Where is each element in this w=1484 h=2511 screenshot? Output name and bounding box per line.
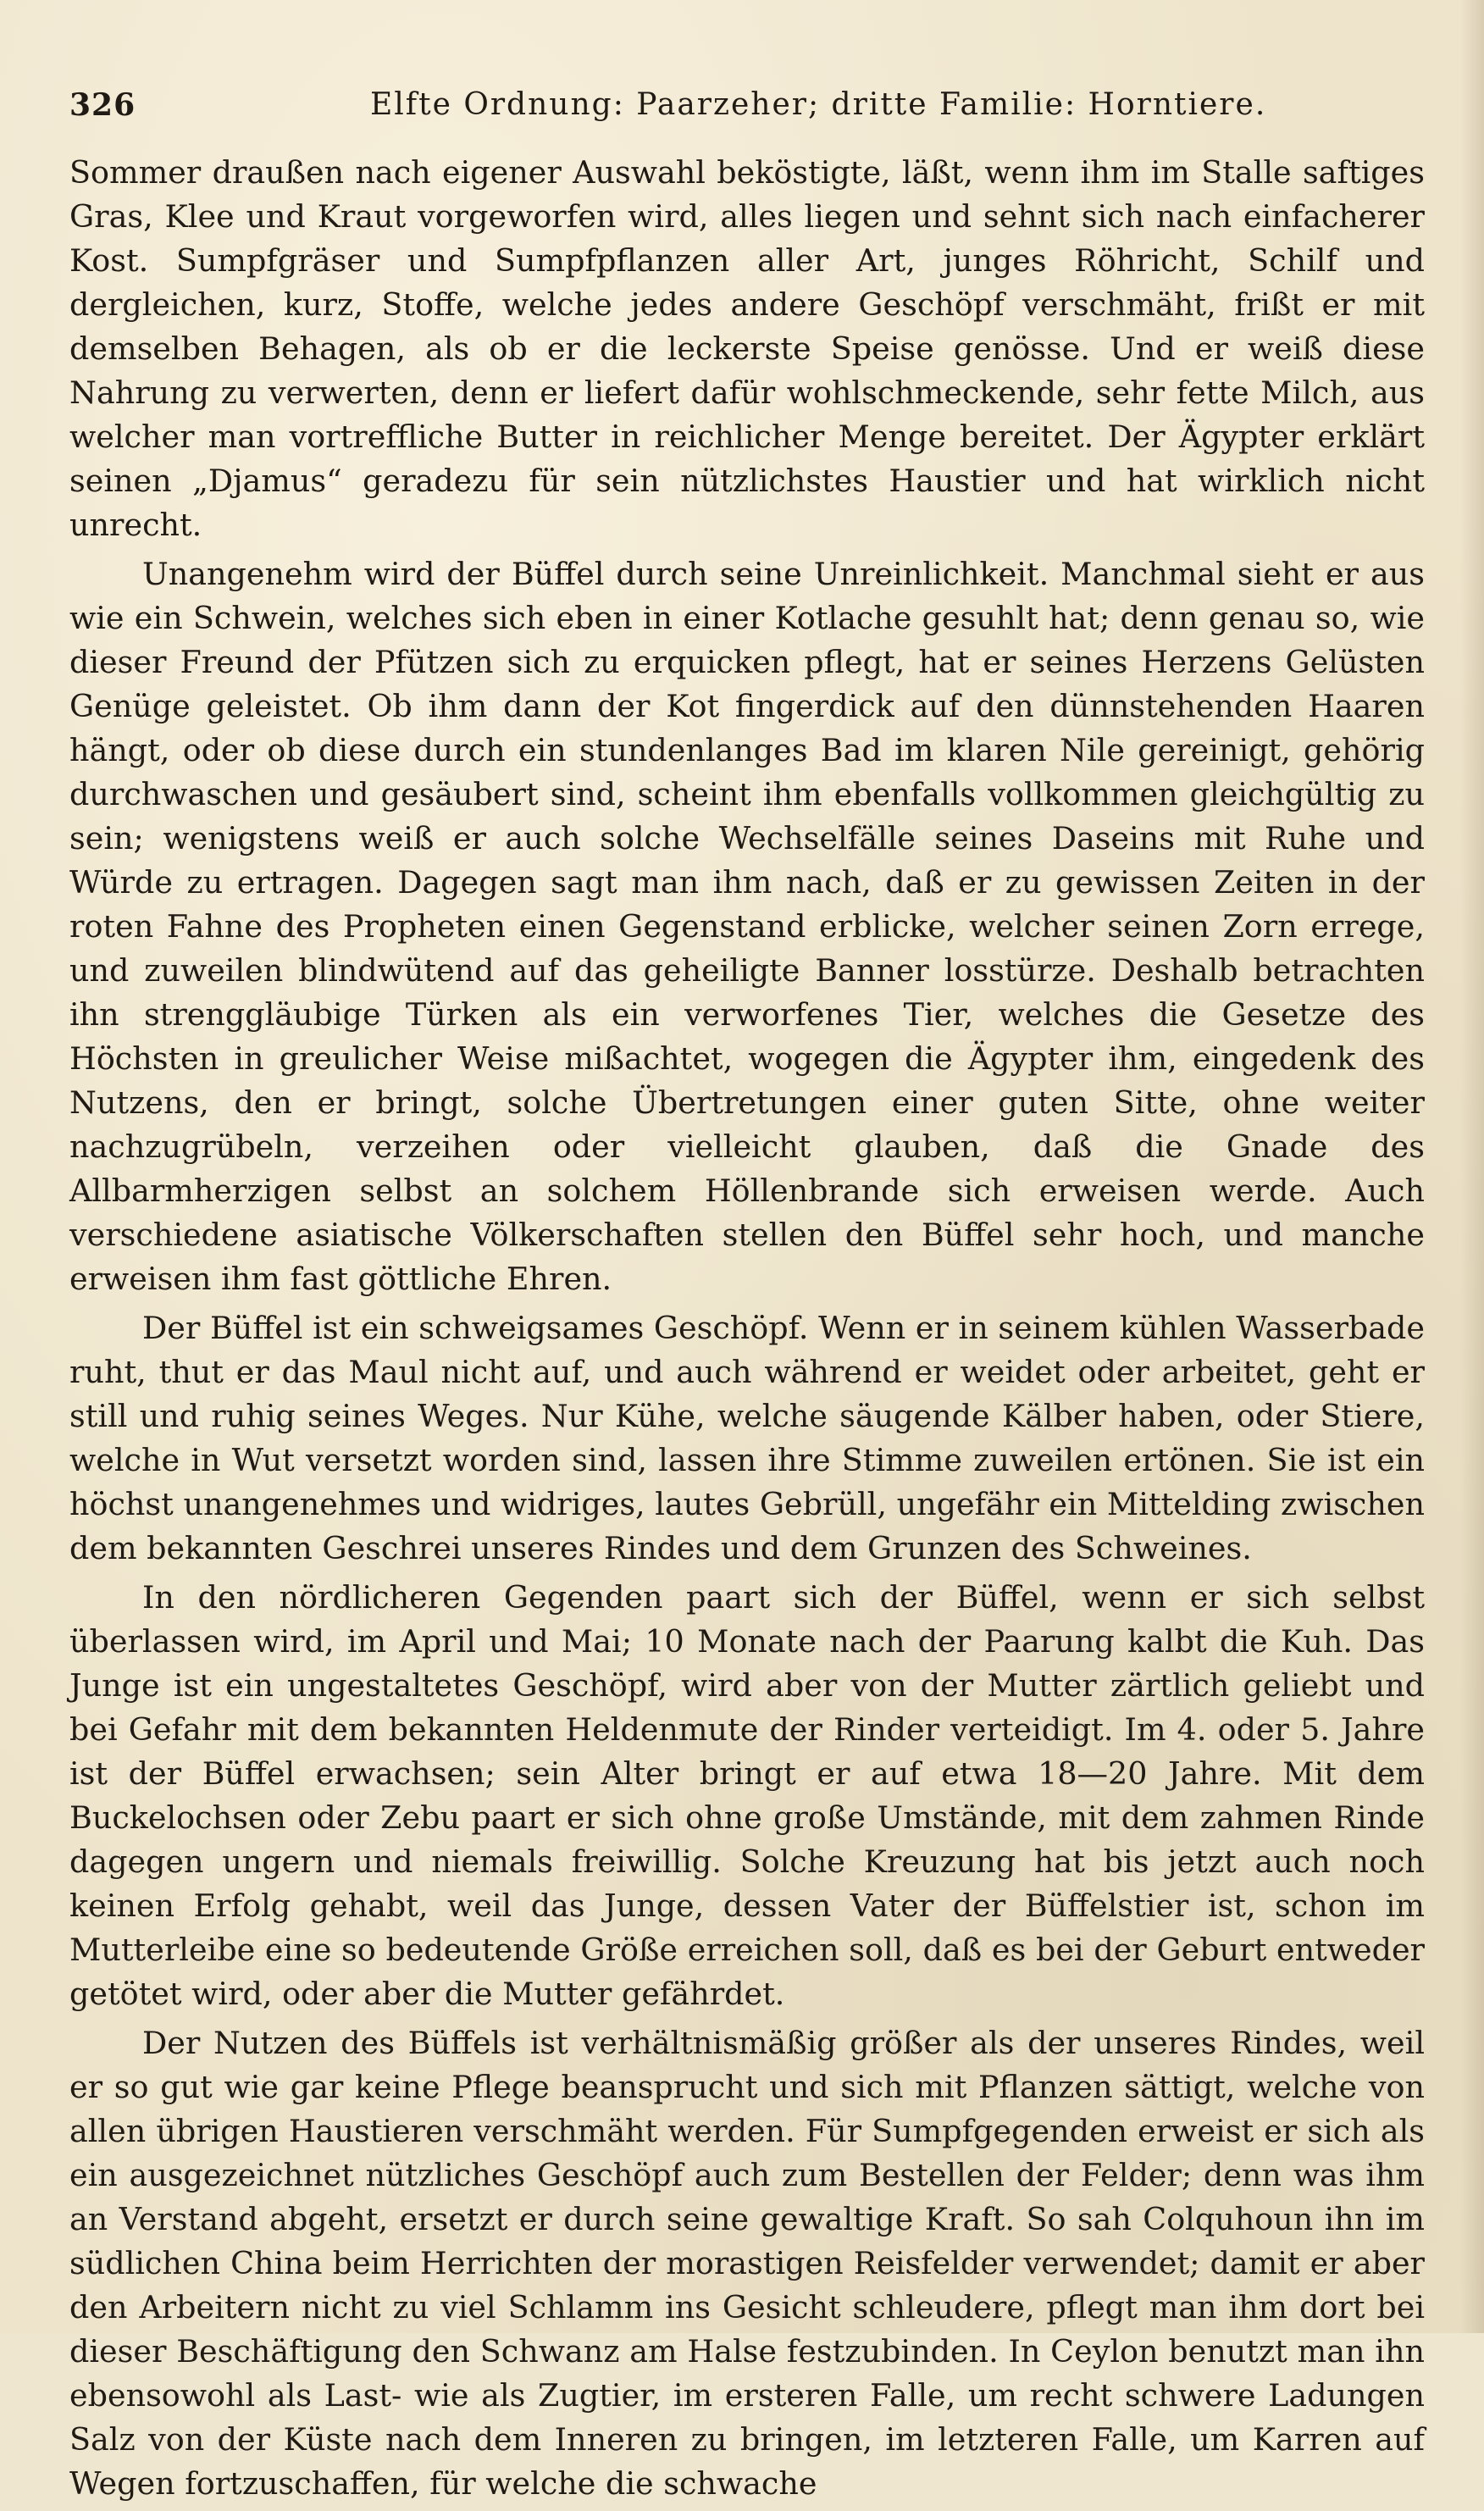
paragraph-breeding: In den nördlicheren Gegenden paart sich der Büffel, wenn er sich selbst überlassen wird, im April und Mai; 10 Monate nach der Paarung kalbt die Kuh. Das Junge ist ein ungestaltetes Geschöpf, wird aber von der Mutter zärtlich geliebt und bei Gefahr mit dem bekannten Heldenmute der Rinder verteidigt. Im 4. oder 5. Jahre ist der Büffel erwachsen; sein Alter bringt er auf etwa 18—20 Jahre. Mit dem Buckelochsen oder Zebu paart er sich ohne große Umstände, mit dem zahmen Rinde dagegen ungern und niemals freiwillig. Solche Kreuzung hat bis jetzt auch noch keinen Erfolg gehabt, weil das Junge, dessen Vater der Büffelstier ist, schon im Mutterleibe eine so bedeutende Größe erreichen soll, daß es bei der Geburt entweder getötet wird, oder aber die Mutter gefährdet. xyxy=(69,1579,1425,2012)
paragraph-uncleanliness: Unangenehm wird der Büffel durch seine Unreinlichkeit. Manchmal sieht er aus wie ein Schwein, welches sich eben in einer Kotlache gesuhlt hat; denn genau so, wie dieser Freund der Pfützen sich zu erquicken pflegt, hat er seines Herzens Gelüsten Genüge geleistet. Ob ihm dann der Kot fingerdick auf den dünnstehenden Haaren hängt, oder ob diese durch ein stundenlanges Bad im klaren Nile gereinigt, gehörig durchwaschen und gesäubert sind, scheint ihm ebenfalls vollkommen gleichgültig zu sein; wenigstens weiß er auch solche Wechselfälle seines Daseins mit Ruhe und Würde zu ertragen. Dagegen sagt man ihm nach, daß er zu gewissen Zeiten in der roten Fahne des Propheten einen Gegenstand erblicke, welcher seinen Zorn errege, und zuweilen blindwütend auf das geheiligte Banner losstürze. Deshalb betrachten ihn strenggläubige Türken als ein verworfenes Tier, welches die Gesetze des Höchsten in greulicher Weise mißachtet, wogegen die Ägypter ihm, eingedenk des Nutzens, den er bringt, solche Übertretungen einer guten Sitte, ohne weiter nachzugrübeln, verzeihen oder vielleicht glauben, daß die Gnade des Allbarmherzigen selbst an solchem Höllenbrande sich erweisen werde. Auch verschiedene asiatische Völkerschaften stellen den Büffel sehr hoch, und manche erweisen ihm fast göttliche Ehren. xyxy=(69,556,1425,1297)
page-number: 326 xyxy=(69,87,136,123)
paragraph-usefulness: Der Nutzen des Büffels ist verhältnismäßig größer als der unseres Rindes, weil er so gut wie gar keine Pflege beansprucht und sich mit Pflanzen sättigt, welche von allen übrigen Haustieren verschmäht werden. Für Sumpfgegenden erweist er sich als ein ausgezeichnet nützliches Geschöpf auch zum Bestellen der Felder; denn was ihm an Verstand abgeht, ersetzt er durch seine gewaltige Kraft. So sah Colquhoun ihn im südlichen China beim Herrichten der morastigen Reisfelder verwendet; damit er aber den Arbeitern nicht zu viel Schlamm ins Gesicht schleudere, pflegt man ihm dort bei dieser Beschäftigung den Schwanz am Halse festzubinden. In Ceylon benutzt man ihn ebensowohl als Last- wie als Zugtier, im ersteren Falle, um recht schwere Ladungen Salz von der Küste nach dem Inneren zu bringen, im letzteren Falle, um Karren auf Wegen fortzuschaffen, für welche die schwache xyxy=(69,2025,1425,2502)
paragraph-voice: Der Büffel ist ein schweigsames Geschöpf. Wenn er in seinem kühlen Wasserbade ruht, thut er das Maul nicht auf, und auch während er weidet oder arbeitet, geht er still und ruhig seines Weges. Nur Kühe, welche säugende Kälber haben, oder Stiere, welche in Wut versetzt worden sind, lassen ihre Stimme zuweilen ertönen. Sie ist ein höchst unangenehmes und widriges, lautes Gebrüll, ungefähr ein Mittelding zwischen dem bekannten Geschrei unseres Rindes und dem Grunzen des Schweines. xyxy=(69,1310,1425,1566)
page-edge-shadow xyxy=(1460,0,1484,2333)
page-header xyxy=(69,81,1425,129)
paragraph-continued: Sommer draußen nach eigener Auswahl beköstigte, läßt, wenn ihm im Stalle saftiges Gras, Klee und Kraut vorgeworfen wird, alles liegen und sehnt sich nach einfacherer Kost. Sumpfgräser und Sumpfpflanzen aller Art, junges Röhricht, Schilf und dergleichen, kurz, Stoffe, welche jedes andere Geschöpf verschmäht, frißt er mit demselben Behagen, als ob er die leckerste Speise genösse. Und er weiß diese Nahrung zu verwerten, denn er liefert dafür wohlschmeckende, sehr fette Milch, aus welcher man vortreffliche Butter in reichlicher Menge bereitet. Der Ägypter erklärt seinen „Djamus“ geradezu für sein nützlichstes Haustier und hat wirklich nicht unrecht. xyxy=(69,154,1425,543)
running-title: Elfte Ordnung: Paarzeher; dritte Familie: Horntiere. xyxy=(370,87,1267,122)
body-text xyxy=(69,151,1425,2511)
